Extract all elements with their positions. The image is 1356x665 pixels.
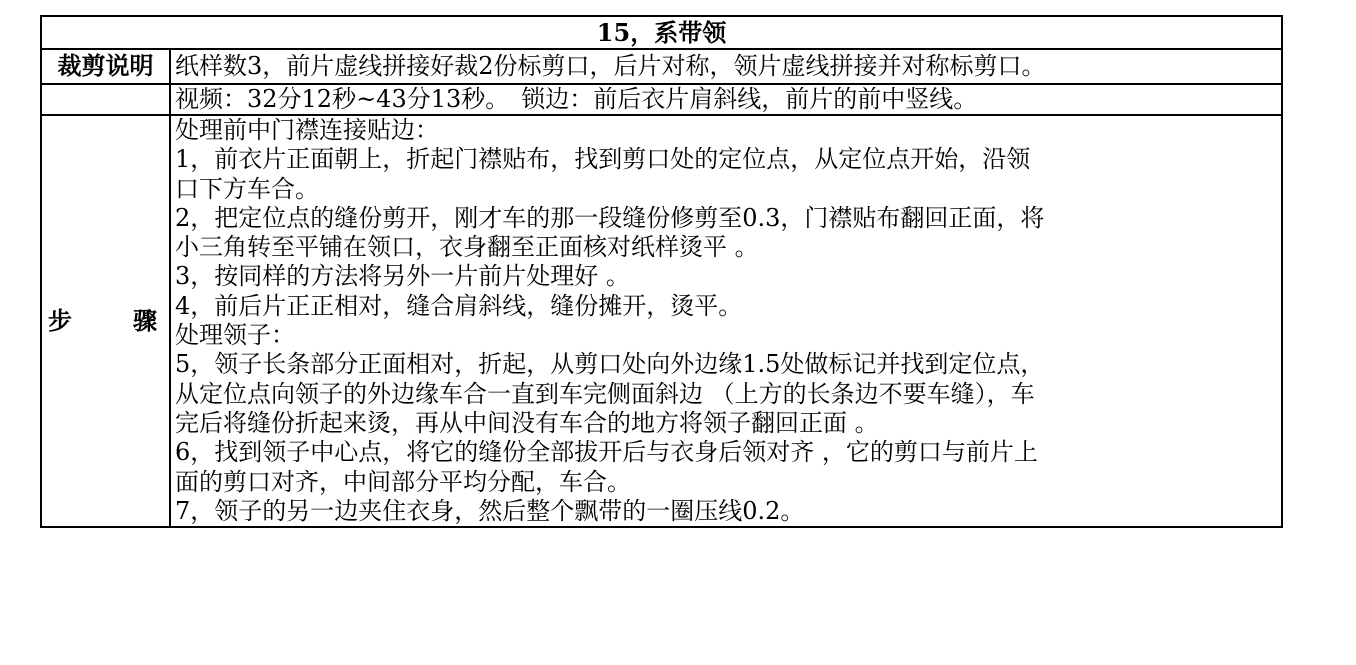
step-line: 2，把定位点的缝份剪开，刚才车的那一段缝份修剪至0.3，门襟贴布翻回正面，将 — [175, 203, 1045, 232]
step-line: 5，领子长条部分正面相对，折起，从剪口处向外边缘1.5处做标记并找到定位点， — [175, 350, 1045, 379]
steps-label-char-2: 骤 — [133, 306, 157, 335]
steps-label — [41, 115, 170, 527]
video-text: 视频：32分12秒~43分13秒。 锁边：前后衣片肩斜线，前片的前中竖线。 — [170, 84, 1282, 115]
step-line: 1，前衣片正面朝上，折起门襟贴布，找到剪口处的定位点，从定位点开始，沿领 — [175, 145, 1031, 174]
step-line: 3，按同样的方法将另外一片前片处理好 。 — [175, 262, 630, 291]
steps-label-char-1: 步 — [48, 306, 72, 335]
step-line: 6，找到领子中心点，将它的缝份全部拔开后与衣身后领对齐 ，它的剪口与前片上 — [175, 438, 1038, 467]
step-line: 完后将缝份折起来烫，再从中间没有车合的地方将领子翻回正面 。 — [175, 408, 879, 437]
cutting-text: 纸样数3，前片虚线拼接好裁2份标剪口，后片对称，领片虚线拼接并对称标剪口。 — [170, 49, 1282, 84]
sheet-title: 15，系带领 — [41, 16, 1282, 49]
cutting-label: 裁剪说明 — [41, 49, 170, 84]
step-line: 面的剪口对齐，中间部分平均分配，车合。 — [175, 467, 631, 496]
step-line: 小三角转至平铺在领口，衣身翻至正面核对纸样烫平 。 — [175, 233, 759, 262]
step-line: 从定位点向领子的外边缘车合一直到车完侧面斜边 （上方的长条边不要车缝），车 — [175, 379, 1035, 408]
steps-content — [170, 115, 1282, 527]
step-line: 处理前中门襟连接贴边： — [175, 116, 439, 144]
video-label — [41, 84, 170, 115]
step-line: 处理领子： — [175, 321, 295, 350]
step-line: 7，领子的另一边夹住衣身，然后整个飘带的一圈压线0.2。 — [175, 496, 805, 525]
step-line: 4，前后片正正相对，缝合肩斜线，缝份摊开，烫平。 — [175, 291, 743, 320]
instruction-table — [40, 15, 1283, 528]
step-line: 口下方车合。 — [175, 174, 319, 203]
